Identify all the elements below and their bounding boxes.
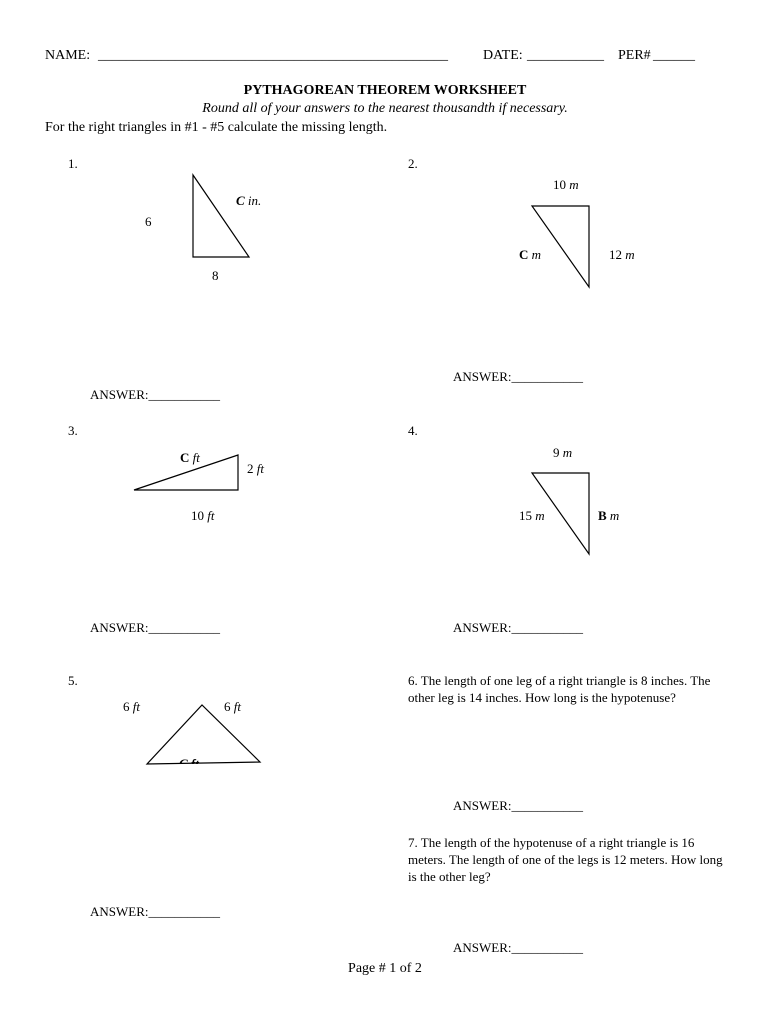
- problem-3-right-unit: ft: [256, 461, 264, 476]
- page-footer: Page # 1 of 2: [348, 961, 422, 976]
- answer-2-label: ANSWER:: [453, 369, 512, 384]
- problem-3-hyp-unit: ft: [192, 450, 200, 465]
- problem-1-hyp-var: C: [236, 193, 245, 208]
- problem-3-hyp-var: C: [180, 450, 190, 465]
- problem-5-left-unit: ft: [132, 699, 140, 714]
- answer-6: [453, 799, 583, 812]
- answer-3-label: ANSWER:: [90, 620, 149, 635]
- problem-4-top-unit: m: [562, 445, 573, 460]
- answer-5: [90, 905, 220, 918]
- instructions: For the right triangles in #1 - #5 calculate the missing length.: [45, 120, 388, 135]
- problem-4-hyp-side: 15: [519, 508, 532, 523]
- problem-2-hyp-var: C: [519, 247, 529, 262]
- problem-5-left-side: 6: [123, 699, 130, 714]
- problem-2-top-side: 10: [553, 177, 566, 192]
- answer-6-blank[interactable]: ___________: [511, 798, 583, 813]
- answer-7: [453, 941, 583, 954]
- problem-3-bottom-side: 10: [191, 508, 204, 523]
- problem-6-text: 6. The length of one leg of a right triangle is 8 inches. The other leg is 14 inches. How long is the hypotenuse?: [408, 673, 711, 705]
- answer-3-blank[interactable]: ___________: [148, 620, 220, 635]
- period-blank[interactable]: ______: [653, 48, 695, 63]
- problem-2-right-side: 12: [609, 247, 622, 262]
- problem-4-right-unit: m: [609, 508, 620, 523]
- problem-1-left-side: 6: [145, 214, 152, 229]
- problem-1-number: 1.: [68, 156, 78, 171]
- answer-7-label: ANSWER:: [453, 940, 512, 955]
- problem-3-bottom-unit: ft: [207, 508, 215, 523]
- problem-1-hyp-unit: in.: [247, 193, 262, 208]
- problem-4-top-side: 9: [553, 445, 560, 460]
- answer-4-blank[interactable]: ___________: [511, 620, 583, 635]
- answer-5-blank[interactable]: ___________: [148, 904, 220, 919]
- problem-5-right-side: 6: [224, 699, 231, 714]
- problem-3-number: 3.: [68, 423, 78, 438]
- problem-4-right-var: B: [598, 508, 607, 523]
- problem-2-number: 2.: [408, 156, 418, 171]
- problem-2-right-unit: m: [625, 247, 635, 262]
- worksheet-title: PYTHAGOREAN THEOREM WORKSHEET: [243, 83, 527, 98]
- problem-5-right-unit: ft: [233, 699, 241, 714]
- problem-2-top-unit: m: [569, 177, 579, 192]
- answer-5-label: ANSWER:: [90, 904, 149, 919]
- problem-1-bottom-side: 8: [212, 268, 219, 283]
- worksheet-subtitle: Round all of your answers to the nearest thousandth if necessary.: [202, 101, 568, 116]
- period-label: PER#: [618, 48, 651, 63]
- problem-2-hyp-unit: m: [531, 247, 542, 262]
- answer-2-blank[interactable]: ___________: [511, 369, 583, 384]
- answer-1-blank[interactable]: ___________: [148, 387, 220, 402]
- name-blank[interactable]: __________________________________________________: [98, 48, 448, 63]
- problem-7-text: 7. The length of the hypotenuse of a right triangle is 16 meters. The length of one of the legs is 12 meters. How long is the other leg?: [408, 835, 723, 884]
- answer-6-label: ANSWER:: [453, 798, 512, 813]
- answer-4-label: ANSWER:: [453, 620, 512, 635]
- problem-4-hyp-unit: m: [535, 508, 545, 523]
- answer-1-label: ANSWER:: [90, 387, 149, 402]
- date-label: DATE:: [483, 48, 523, 63]
- answer-7-blank[interactable]: ___________: [511, 940, 583, 955]
- date-blank[interactable]: ___________: [527, 48, 604, 63]
- problem-4-number: 4.: [408, 423, 418, 438]
- name-label: NAME:: [45, 48, 91, 63]
- problem-3-right-side: 2: [247, 461, 254, 476]
- problem-5-number: 5.: [68, 673, 78, 688]
